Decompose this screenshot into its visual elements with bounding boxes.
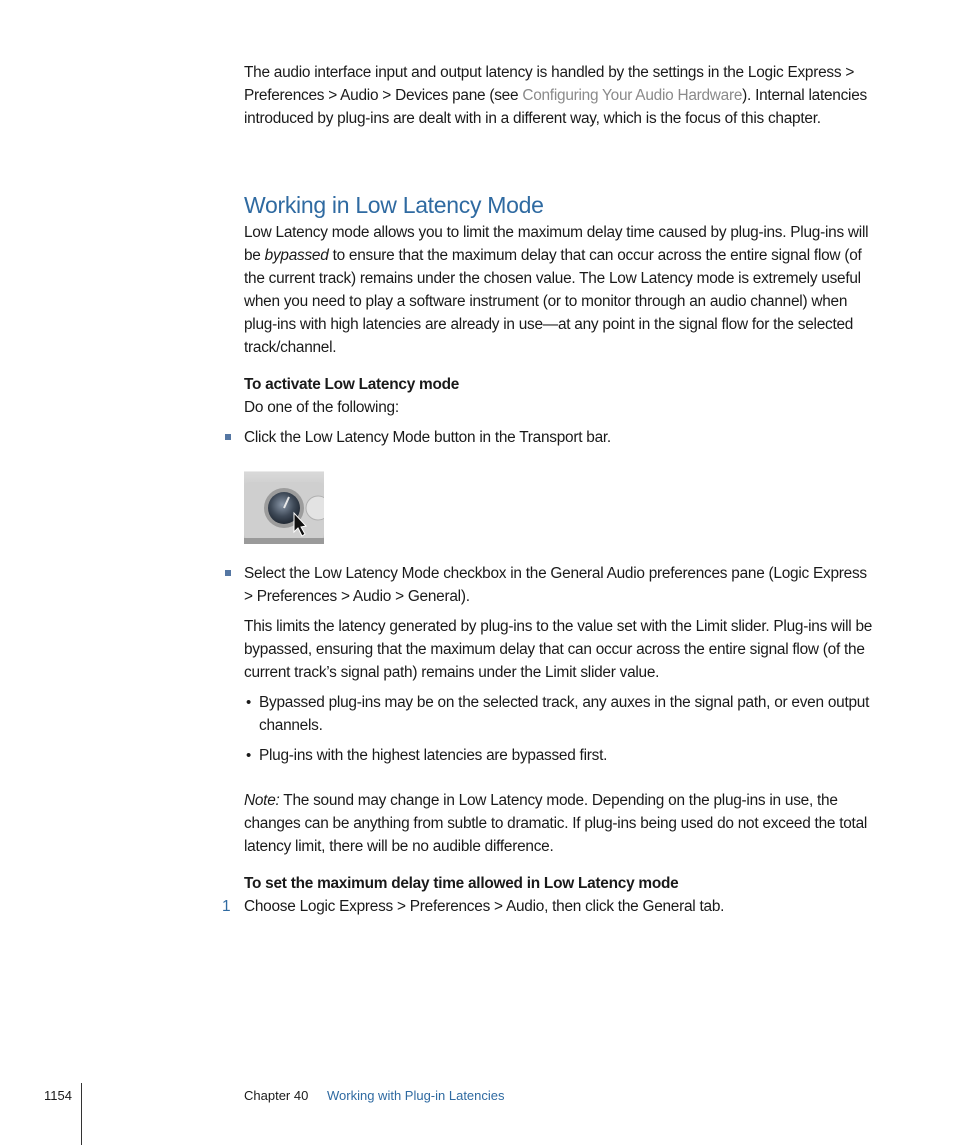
bullet-square-icon — [225, 570, 231, 576]
bullet-square-icon — [225, 434, 231, 440]
footer-chapter-title[interactable]: Working with Plug-in Latencies — [327, 1088, 505, 1103]
task1-bullet2: Select the Low Latency Mode checkbox in the General Audio preferences pane (Logic Express > Preferences > Audio > General). — [244, 565, 867, 605]
intro-paragraph: The audio interface input and output latency is handled by the settings in the Logic Express > Preferences > Audio > Devices pane (see Configuring Your Audio Hardware). Internal latencies introduced by plug-ins are dealt with in a different way, which is the focus of this chapter. — [244, 64, 867, 127]
low-latency-button-image — [244, 471, 324, 544]
configuring-audio-hardware-link[interactable]: Configuring Your Audio Hardware — [522, 87, 743, 104]
footer-divider — [81, 1083, 82, 1145]
task1-sub1: Bypassed plug-ins may be on the selected track, any auxes in the signal path, or even output channels. — [259, 694, 870, 734]
task1-title: To activate Low Latency mode — [244, 376, 460, 393]
section-body: Low Latency mode allows you to limit the maximum delay time caused by plug-ins. Plug-ins will be bypassed to ensure that the maximum delay that can occur across the entire signal flow (of the current track) remains under the chosen value. The Low Latency mode is extremely useful when you need to play a software instrument (or to monitor through an audio channel) when plug-ins with high latencies are already in use—at any point in the signal flow for the selected track/channel. — [244, 224, 869, 356]
task2-step1: Choose Logic Express > Preferences > Audio, then click the General tab. — [244, 898, 725, 915]
note-paragraph: Note: The sound may change in Low Latency mode. Depending on the plug-ins in use, the changes can be anything from subtle to dramatic. If plug-ins being used do not exceed the total latency limit, there will be no audible difference. — [244, 792, 868, 855]
section-heading: Working in Low Latency Mode — [244, 192, 544, 218]
step-number: 1 — [222, 898, 231, 915]
low-latency-knob-icon — [244, 472, 324, 544]
note-label: Note: — [244, 792, 280, 809]
footer-chapter: Chapter 40 — [244, 1088, 309, 1103]
task1-sub2: Plug-ins with the highest latencies are bypassed first. — [259, 747, 608, 764]
task1-lead: Do one of the following: — [244, 399, 399, 416]
page-number: 1154 — [44, 1088, 72, 1103]
bullet-dot-icon: • — [246, 747, 252, 764]
task2-title: To set the maximum delay time allowed in Low Latency mode — [244, 875, 679, 892]
task1-explanation: This limits the latency generated by plug-ins to the value set with the Limit slider. Plug-ins will be bypassed, ensuring that the maximum delay that can occur across the entire signal flow (of the current track’s signal path) remains under the Limit slider value. — [244, 618, 873, 681]
task1-bullet1: Click the Low Latency Mode button in the Transport bar. — [244, 429, 611, 446]
bullet-dot-icon: • — [246, 694, 252, 711]
